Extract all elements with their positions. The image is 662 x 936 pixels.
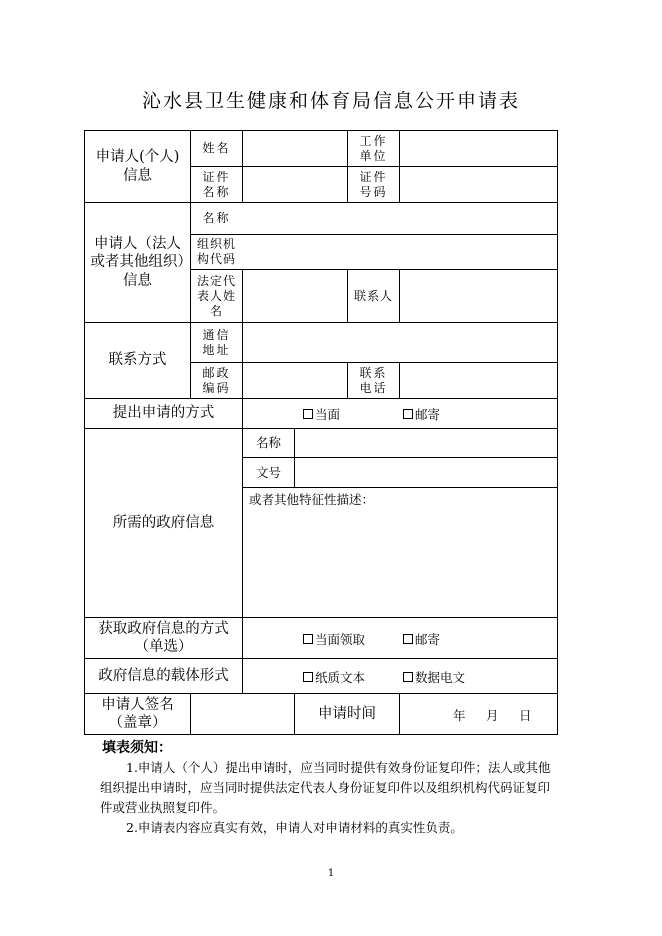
checkbox-icon: [403, 672, 413, 682]
checkbox-icon: [403, 634, 413, 644]
phone-label: 联系电话: [359, 365, 388, 395]
carrier-option-paper[interactable]: 纸质文本: [303, 668, 365, 686]
address-field[interactable]: [243, 323, 557, 362]
carrier-label: 政府信息的载体形式: [98, 667, 229, 684]
description-field[interactable]: [243, 488, 557, 617]
work-unit-field[interactable]: [400, 131, 557, 166]
individual-section-label: 申请人(个人)信息: [95, 149, 180, 184]
work-unit-label: 工作单位: [359, 133, 388, 163]
signature-field[interactable]: [191, 694, 294, 734]
address-label: 通信地址: [202, 327, 231, 357]
year-label: 年: [453, 708, 466, 723]
carrier-option-electronic[interactable]: 数据电文: [403, 668, 465, 686]
id-name-label: 证件名称: [202, 169, 231, 199]
org-code-field[interactable]: [243, 235, 557, 269]
org-name-label: 名称: [202, 211, 231, 225]
id-number-label: 证件号码: [359, 169, 388, 199]
month-label: 月: [486, 708, 499, 723]
application-date-field[interactable]: [400, 694, 557, 734]
postcode-field[interactable]: [243, 363, 347, 398]
checkbox-icon: [303, 672, 313, 682]
legal-section-label: 申请人（法人或者其他组织）信息: [90, 236, 185, 289]
page-number: 1: [327, 868, 335, 879]
notes-list: [100, 758, 562, 838]
obtain-option-mail[interactable]: 邮寄: [403, 630, 440, 648]
name-field[interactable]: [243, 131, 347, 166]
checkbox-icon: [403, 409, 413, 419]
id-number-field[interactable]: [400, 167, 557, 202]
day-label: 日: [519, 708, 532, 723]
id-name-field[interactable]: [243, 167, 347, 202]
doc-number-label: 文号: [255, 464, 281, 480]
obtain-option-in-person[interactable]: 当面领取: [303, 630, 365, 648]
note-item: 1.申请人（个人）提出申请时，应当同时提供有效身份证复印件；法人或其他组织提出申请时，应当同时提供法定代表人身份证复印件以及组织机构代码证复印件或营业执照复印件。: [100, 760, 551, 815]
note-item: 2.申请表内容应真实有效，申请人对申请材料的真实性负责。: [126, 820, 463, 835]
postcode-label: 邮政编码: [202, 365, 231, 395]
application-time-label: 申请时间: [318, 705, 376, 722]
phone-field[interactable]: [400, 363, 557, 398]
info-name-label: 名称: [255, 435, 281, 451]
signature-label: 申请人签名（盖章）: [101, 696, 174, 731]
contact-person-field[interactable]: [400, 270, 557, 322]
org-name-field[interactable]: [243, 203, 557, 234]
contact-section-label: 联系方式: [108, 352, 167, 369]
legal-rep-field[interactable]: [243, 270, 347, 322]
name-label: 姓名: [202, 141, 231, 155]
checkbox-icon: [303, 634, 313, 644]
doc-number-field[interactable]: [295, 458, 557, 487]
obtain-method-label: 获取政府信息的方式（单选）: [98, 620, 229, 655]
info-needed-label: 所需的政府信息: [112, 514, 215, 531]
submit-option-mail[interactable]: 邮寄: [403, 405, 440, 423]
legal-rep-label: 法定代表人姓名: [196, 273, 236, 318]
info-name-field[interactable]: [295, 429, 557, 457]
page-title: 沁水县卫生健康和体育局信息公开申请表: [141, 90, 520, 112]
checkbox-icon: [303, 409, 313, 419]
notes-heading: 填表须知：: [102, 740, 172, 756]
submit-option-in-person[interactable]: 当面: [303, 405, 340, 423]
contact-person-label: 联系人: [353, 288, 393, 303]
org-code-label: 组织机构代码: [196, 237, 236, 266]
description-label: 或者其他特征性描述：: [249, 492, 375, 507]
submit-method-label: 提出申请的方式: [112, 405, 215, 422]
